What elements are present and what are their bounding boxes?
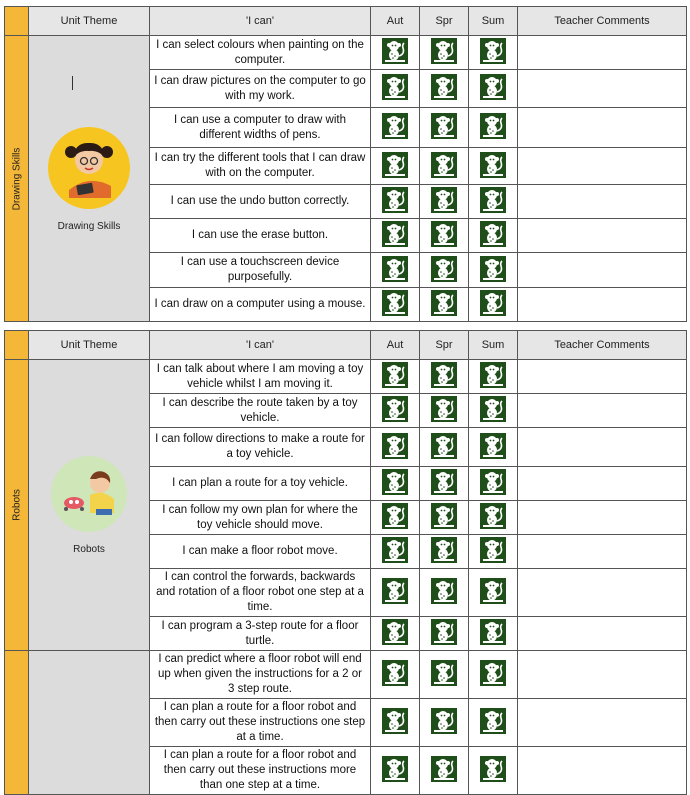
spr-cell — [420, 219, 469, 253]
i-can-statement: I can draw on a computer using a mouse. — [150, 288, 371, 322]
aut-cell — [371, 185, 420, 219]
monkey-stamp-icon — [382, 290, 408, 316]
spr-cell — [420, 36, 469, 70]
monkey-stamp-icon — [382, 433, 408, 459]
spr-cell — [420, 428, 469, 467]
monkey-stamp-icon — [480, 660, 506, 686]
boy-with-toy-robot-icon — [50, 455, 128, 538]
monkey-stamp-icon — [480, 756, 506, 782]
teacher-comments-field[interactable] — [518, 617, 687, 651]
monkey-stamp-icon — [480, 38, 506, 64]
monkey-stamp-icon — [431, 660, 457, 686]
monkey-stamp-icon — [480, 578, 506, 604]
monkey-stamp-icon — [480, 503, 506, 529]
monkey-stamp-icon — [431, 578, 457, 604]
aut-cell — [371, 253, 420, 288]
monkey-stamp-icon — [382, 619, 408, 645]
side-bar — [5, 651, 29, 795]
girl-drawing-on-tablet-icon — [47, 126, 131, 215]
i-can-statement: I can try the different tools that I can draw with on the computer. — [150, 148, 371, 185]
spr-cell — [420, 747, 469, 795]
teacher-comments-field[interactable] — [518, 501, 687, 535]
header-unit-theme: Unit Theme — [29, 7, 150, 36]
i-can-statement: I can use a computer to draw with different widths of pens. — [150, 108, 371, 148]
teacher-comments-field[interactable] — [518, 185, 687, 219]
monkey-stamp-icon — [382, 256, 408, 282]
aut-cell — [371, 288, 420, 322]
monkey-stamp-icon — [431, 152, 457, 178]
monkey-stamp-icon — [431, 290, 457, 316]
spr-cell — [420, 535, 469, 569]
monkey-stamp-icon — [480, 469, 506, 495]
teacher-comments-field[interactable] — [518, 36, 687, 70]
aut-cell — [371, 360, 420, 394]
monkey-stamp-icon — [431, 433, 457, 459]
teacher-comments-field[interactable] — [518, 467, 687, 501]
header-row — [5, 331, 687, 360]
sum-cell — [469, 108, 518, 148]
sum-cell — [469, 360, 518, 394]
monkey-stamp-icon — [382, 578, 408, 604]
sum-cell — [469, 253, 518, 288]
side-bar — [5, 36, 29, 322]
teacher-comments-field[interactable] — [518, 535, 687, 569]
i-can-statement: I can plan a route for a floor robot and then carry out these instructions more than one step at a time. — [150, 747, 371, 795]
i-can-statement: I can use a touchscreen device purposefully. — [150, 253, 371, 288]
header-row — [5, 7, 687, 36]
spr-cell — [420, 501, 469, 535]
monkey-stamp-icon — [480, 113, 506, 139]
monkey-stamp-icon — [382, 708, 408, 734]
i-can-statement: I can plan a route for a floor robot and then carry out these instructions one step at a time. — [150, 699, 371, 747]
table-row — [5, 360, 687, 394]
spr-cell — [420, 467, 469, 501]
spr-cell — [420, 360, 469, 394]
side-bar-label: Drawing Skills — [11, 147, 22, 210]
teacher-comments-field[interactable] — [518, 569, 687, 617]
monkey-stamp-icon — [480, 290, 506, 316]
monkey-stamp-icon — [431, 187, 457, 213]
sum-cell — [469, 651, 518, 699]
sum-cell — [469, 569, 518, 617]
spr-cell — [420, 185, 469, 219]
monkey-stamp-icon — [382, 38, 408, 64]
teacher-comments-field[interactable] — [518, 253, 687, 288]
monkey-stamp-icon — [382, 537, 408, 563]
teacher-comments-field[interactable] — [518, 148, 687, 185]
unit-theme-label: Drawing Skills — [57, 220, 121, 232]
i-can-statement: I can predict where a floor robot will end up when given the instructions for a 2 or 3 step route. — [150, 651, 371, 699]
monkey-stamp-icon — [480, 152, 506, 178]
monkey-stamp-icon — [382, 113, 408, 139]
aut-cell — [371, 535, 420, 569]
teacher-comments-field[interactable] — [518, 108, 687, 148]
aut-cell — [371, 108, 420, 148]
spr-cell — [420, 617, 469, 651]
monkey-stamp-icon — [431, 74, 457, 100]
aut-cell — [371, 394, 420, 428]
monkey-stamp-icon — [431, 113, 457, 139]
aut-cell — [371, 148, 420, 185]
sum-cell — [469, 219, 518, 253]
teacher-comments-field[interactable] — [518, 288, 687, 322]
aut-cell — [371, 70, 420, 108]
i-can-statement: I can describe the route taken by a toy vehicle. — [150, 394, 371, 428]
i-can-statement: I can follow directions to make a route for a toy vehicle. — [150, 428, 371, 467]
monkey-stamp-icon — [480, 537, 506, 563]
monkey-stamp-icon — [480, 74, 506, 100]
robots-table — [4, 330, 686, 795]
unit-theme-cell — [29, 36, 150, 322]
monkey-stamp-icon — [431, 537, 457, 563]
sum-cell — [469, 747, 518, 795]
sum-cell — [469, 501, 518, 535]
monkey-stamp-icon — [480, 433, 506, 459]
spr-cell — [420, 569, 469, 617]
spr-cell — [420, 651, 469, 699]
spr-cell — [420, 394, 469, 428]
side-header — [5, 331, 29, 360]
unit-theme-cell — [29, 651, 150, 795]
sum-cell — [469, 185, 518, 219]
sum-cell — [469, 148, 518, 185]
unit-theme-label: Robots — [73, 544, 105, 555]
teacher-comments-field[interactable] — [518, 394, 687, 428]
spr-cell — [420, 70, 469, 108]
header-sum: Sum — [469, 7, 518, 36]
sum-cell — [469, 617, 518, 651]
i-can-statement: I can control the forwards, backwards and rotation of a floor robot one step at a time. — [150, 569, 371, 617]
header-i-can: 'I can' — [150, 331, 371, 360]
teacher-comments-field[interactable] — [518, 699, 687, 747]
sum-cell — [469, 394, 518, 428]
monkey-stamp-icon — [480, 362, 506, 388]
aut-cell — [371, 501, 420, 535]
spr-cell — [420, 148, 469, 185]
text-cursor — [72, 76, 73, 90]
monkey-stamp-icon — [382, 152, 408, 178]
teacher-comments-field[interactable] — [518, 360, 687, 394]
monkey-stamp-icon — [382, 74, 408, 100]
aut-cell — [371, 617, 420, 651]
header-teacher-comments: Teacher Comments — [518, 7, 687, 36]
spr-cell — [420, 699, 469, 747]
monkey-stamp-icon — [382, 396, 408, 422]
aut-cell — [371, 36, 420, 70]
sum-cell — [469, 36, 518, 70]
header-i-can: 'I can' — [150, 7, 371, 36]
table-row — [5, 36, 687, 70]
monkey-stamp-icon — [480, 708, 506, 734]
teacher-comments-field[interactable] — [518, 70, 687, 108]
table-row — [5, 651, 687, 699]
monkey-stamp-icon — [431, 708, 457, 734]
teacher-comments-field[interactable] — [518, 428, 687, 467]
i-can-statement: I can draw pictures on the computer to go with my work. — [150, 70, 371, 108]
aut-cell — [371, 747, 420, 795]
header-teacher-comments: Teacher Comments — [518, 331, 687, 360]
sum-cell — [469, 70, 518, 108]
i-can-statement: I can talk about where I am moving a toy vehicle whilst I am moving it. — [150, 360, 371, 394]
monkey-stamp-icon — [382, 469, 408, 495]
monkey-stamp-icon — [431, 256, 457, 282]
monkey-stamp-icon — [382, 503, 408, 529]
sum-cell — [469, 699, 518, 747]
monkey-stamp-icon — [382, 221, 408, 247]
sum-cell — [469, 535, 518, 569]
drawing-skills-table — [4, 6, 686, 322]
sum-cell — [469, 428, 518, 467]
unit-theme-cell — [29, 360, 150, 651]
aut-cell — [371, 467, 420, 501]
i-can-statement: I can follow my own plan for where the toy vehicle should move. — [150, 501, 371, 535]
aut-cell — [371, 569, 420, 617]
monkey-stamp-icon — [382, 756, 408, 782]
aut-cell — [371, 699, 420, 747]
monkey-stamp-icon — [431, 503, 457, 529]
side-bar-label: Robots — [11, 489, 22, 521]
teacher-comments-field[interactable] — [518, 651, 687, 699]
monkey-stamp-icon — [480, 619, 506, 645]
monkey-stamp-icon — [431, 619, 457, 645]
monkey-stamp-icon — [480, 396, 506, 422]
i-can-statement: I can program a 3-step route for a floor turtle. — [150, 617, 371, 651]
spr-cell — [420, 288, 469, 322]
i-can-statement: I can select colours when painting on the computer. — [150, 36, 371, 70]
i-can-statement: I can make a floor robot move. — [150, 535, 371, 569]
monkey-stamp-icon — [431, 362, 457, 388]
monkey-stamp-icon — [382, 187, 408, 213]
header-aut: Aut — [371, 331, 420, 360]
i-can-statement: I can plan a route for a toy vehicle. — [150, 467, 371, 501]
monkey-stamp-icon — [480, 221, 506, 247]
i-can-statement: I can use the erase button. — [150, 219, 371, 253]
teacher-comments-field[interactable] — [518, 219, 687, 253]
header-unit-theme: Unit Theme — [29, 331, 150, 360]
monkey-stamp-icon — [382, 660, 408, 686]
teacher-comments-field[interactable] — [518, 747, 687, 795]
monkey-stamp-icon — [480, 256, 506, 282]
side-header — [5, 7, 29, 36]
monkey-stamp-icon — [382, 362, 408, 388]
header-spr: Spr — [420, 331, 469, 360]
monkey-stamp-icon — [431, 396, 457, 422]
header-spr: Spr — [420, 7, 469, 36]
monkey-stamp-icon — [480, 187, 506, 213]
monkey-stamp-icon — [431, 38, 457, 64]
spr-cell — [420, 253, 469, 288]
spr-cell — [420, 108, 469, 148]
monkey-stamp-icon — [431, 221, 457, 247]
header-sum: Sum — [469, 331, 518, 360]
sum-cell — [469, 467, 518, 501]
aut-cell — [371, 428, 420, 467]
aut-cell — [371, 219, 420, 253]
monkey-stamp-icon — [431, 756, 457, 782]
header-aut: Aut — [371, 7, 420, 36]
side-bar — [5, 360, 29, 651]
aut-cell — [371, 651, 420, 699]
monkey-stamp-icon — [431, 469, 457, 495]
i-can-statement: I can use the undo button correctly. — [150, 185, 371, 219]
sum-cell — [469, 288, 518, 322]
